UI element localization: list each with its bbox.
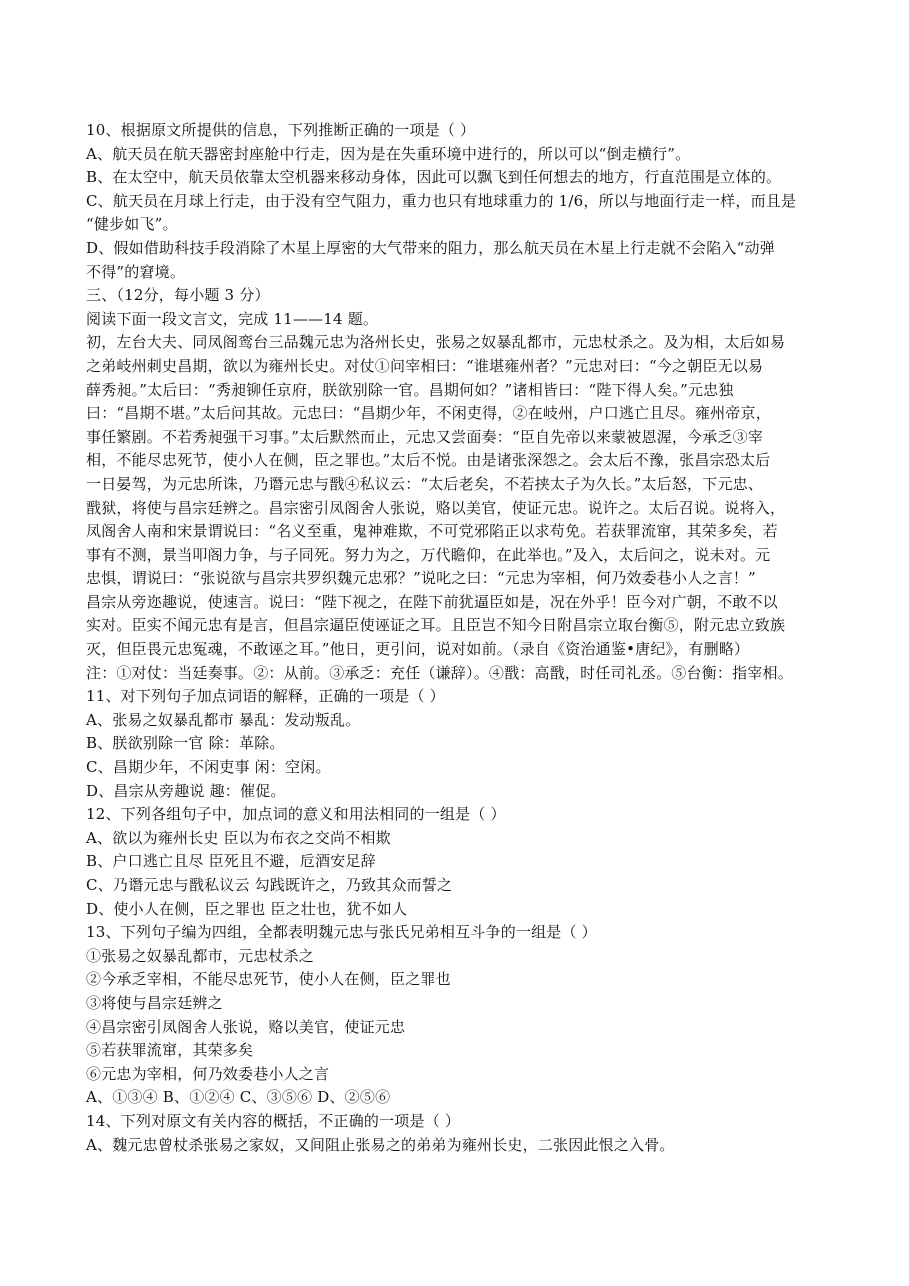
passage-line: 曰：“昌期不堪。”太后问其故。元忠曰：“昌期少年，不闲吏得，②在岐州，户口逃亡且尽。雍州帝京，: [86, 404, 771, 423]
passage-line: 忠惧，谓说曰：“张说欲与昌宗共罗织魏元忠邪？”说叱之曰：“元忠为宰相，何乃效委巷小人之言！”: [86, 569, 756, 588]
passage-line: 事任繁剧。不若秀昶强干习事。”太后默然而止，元忠又尝面奏：“臣自先帝以来蒙被恩渥，今承乏③宰: [86, 427, 764, 446]
question-11-option-c: C、昌期少年，不闲吏事 闲：空闲。: [86, 758, 331, 777]
question-12-option-a: A、欲以为雍州长史 臣以为布衣之交尚不相欺: [86, 828, 391, 847]
passage-line: 灭，但臣畏元忠冤魂，不敢诬之耳。”他日，更引问，说对如前。（录自《资治通鉴•唐纪》，有删略）: [86, 640, 750, 659]
passage-line: 初，左台大夫、同凤阁鸾台三品魏元忠为洛州长史，张易之奴暴乱都市，元忠杖杀之。及为相，太后如易: [86, 333, 786, 352]
question-10-option-d: D、假如借助科技手段消除了木星上厚密的大气带来的阻力，那么航天员在木星上行走就不会陷入“动弹: [86, 238, 775, 257]
passage-notes: 注：①对仗：当廷奏事。②：从前。③承乏：充任（谦辞）。④戬：高戬，时任司礼丞。⑤台衡：指宰相。: [86, 663, 793, 682]
passage-line: 之弟岐州刺史昌期，欲以为雍州长史。对仗①问宰相曰：“谁堪雍州者？”元忠对曰：“今之朝臣无以易: [86, 356, 764, 375]
question-13-item-2: ②今承乏宰相，不能尽忠死节，使小人在侧，臣之罪也: [86, 970, 451, 989]
section-3-heading: 三、（12分，每小题 3 分）: [86, 286, 270, 305]
passage-line: 戬狱，将使与昌宗廷辨之。昌宗密引凤阁舍人张说，赂以美官，使证元忠。说许之。太后召说。说将入，: [86, 498, 786, 517]
question-10-option-d-cont: 不得”的窘境。: [86, 262, 186, 281]
question-10-option-c: C、航天员在月球上行走，由于没有空气阻力，重力也只有地球重力的 1/6，所以与地面行走一样，而且是: [86, 191, 797, 210]
passage-line: 薛秀昶。”太后曰：“秀昶铆任京府，朕欲别除一官。昌期何如？”诸相皆曰：“陛下得人矣。”元忠独: [86, 380, 734, 399]
question-13-stem: 13、下列句子编为四组，全都表明魏元忠与张氏兄弟相互斗争的一组是（ ）: [86, 923, 597, 942]
question-14-stem: 14、下列对原文有关内容的概括，不正确的一项是（ ）: [86, 1111, 461, 1130]
document-content: [86, 119, 826, 1157]
question-10-option-a: A、航天员在航天器密封座舱中行走，因为是在失重环境中进行的，所以可以“倒走横行”。: [86, 144, 691, 163]
question-12-option-b: B、户口逃亡且尽 臣死且不避，卮酒安足辞: [86, 852, 376, 871]
question-10-stem: 10、根据原文所提供的信息，下列推断正确的一项是（ ）: [86, 121, 476, 139]
question-12-stem: 12、下列各组句子中，加点词的意义和用法相同的一组是（ ）: [86, 805, 506, 824]
passage-line: 相，不能尽忠死节，使小人在侧，臣之罪也。”太后不悦。由是诸张深怨之。会太后不豫，张昌宗恐太后: [86, 451, 771, 470]
passage-line: 昌宗从旁迩趣说，使速言。说曰：“陛下视之，在陛下前犹逼臣如是，况在外乎！臣今对广朝，不敢不以: [86, 592, 778, 611]
passage-line: 事有不测，景当叩阁力争，与子同死。努力为之，万代瞻仰，在此举也。”及入，太后问之，说未对。元: [86, 545, 771, 564]
question-10-option-b: B、在太空中，航天员依靠太空机器来移动身体，因此可以飘飞到任何想去的地方，行直范围是立体的。: [86, 168, 782, 187]
question-13-choices: A、①③④ B、①②④ C、③⑤⑥ D、②⑤⑥: [86, 1088, 391, 1107]
question-11-option-a: A、张易之奴暴乱都市 暴乱：发动叛乱。: [86, 710, 361, 729]
question-12-option-c: C、乃谮元忠与戬私议云 勾践既许之，乃致其众而誓之: [86, 876, 453, 894]
question-11-stem: 11、对下列句子加点词语的解释，正确的一项是（ ）: [86, 687, 445, 706]
passage-line: 实对。臣实不闻元忠有是言，但昌宗逼臣使诬证之耳。且臣岂不知今日附昌宗立取台衡⑤，附元忠立致族: [86, 616, 786, 635]
passage-line: 一日晏驾，为元忠所诛，乃谮元忠与戬④私议云：“太后老矣，不若挟太子为久长。”太后怒，下元忠、: [86, 474, 764, 493]
question-12-option-d: D、使小人在侧，臣之罪也 臣之壮也，犹不如人: [86, 899, 408, 918]
question-11-option-d: D、昌宗从旁趣说 趣：催促。: [86, 781, 286, 800]
question-13-item-4: ④昌宗密引凤阁舍人张说，赂以美官，使证元忠: [86, 1017, 406, 1036]
question-10-option-c-cont: “健步如飞”。: [86, 215, 178, 234]
section-3-intro: 阅读下面一段文言文，完成 11——14 题。: [86, 309, 379, 328]
passage-line: 凤阁舍人南和宋景谓说曰：“名义至重，鬼神难欺，不可党邪陷正以求苟免。若获罪流窜，其荣多矣，若: [86, 522, 778, 541]
question-13-item-5: ⑤若获罪流窜，其荣多矣: [86, 1041, 254, 1060]
question-13-item-6: ⑥元忠为宰相，何乃效委巷小人之言: [86, 1064, 330, 1083]
question-11-option-b: B、朕欲别除一官 除：革除。: [86, 734, 285, 753]
question-13-item-3: ③将使与昌宗廷辨之: [86, 993, 223, 1012]
question-14-option-a: A、魏元忠曾杖杀张易之家奴，又间阻止张易之的弟弟为雍州长史，二张因此恨之入骨。: [86, 1135, 675, 1154]
question-13-item-1: ①张易之奴暴乱都市，元忠杖杀之: [86, 946, 315, 965]
